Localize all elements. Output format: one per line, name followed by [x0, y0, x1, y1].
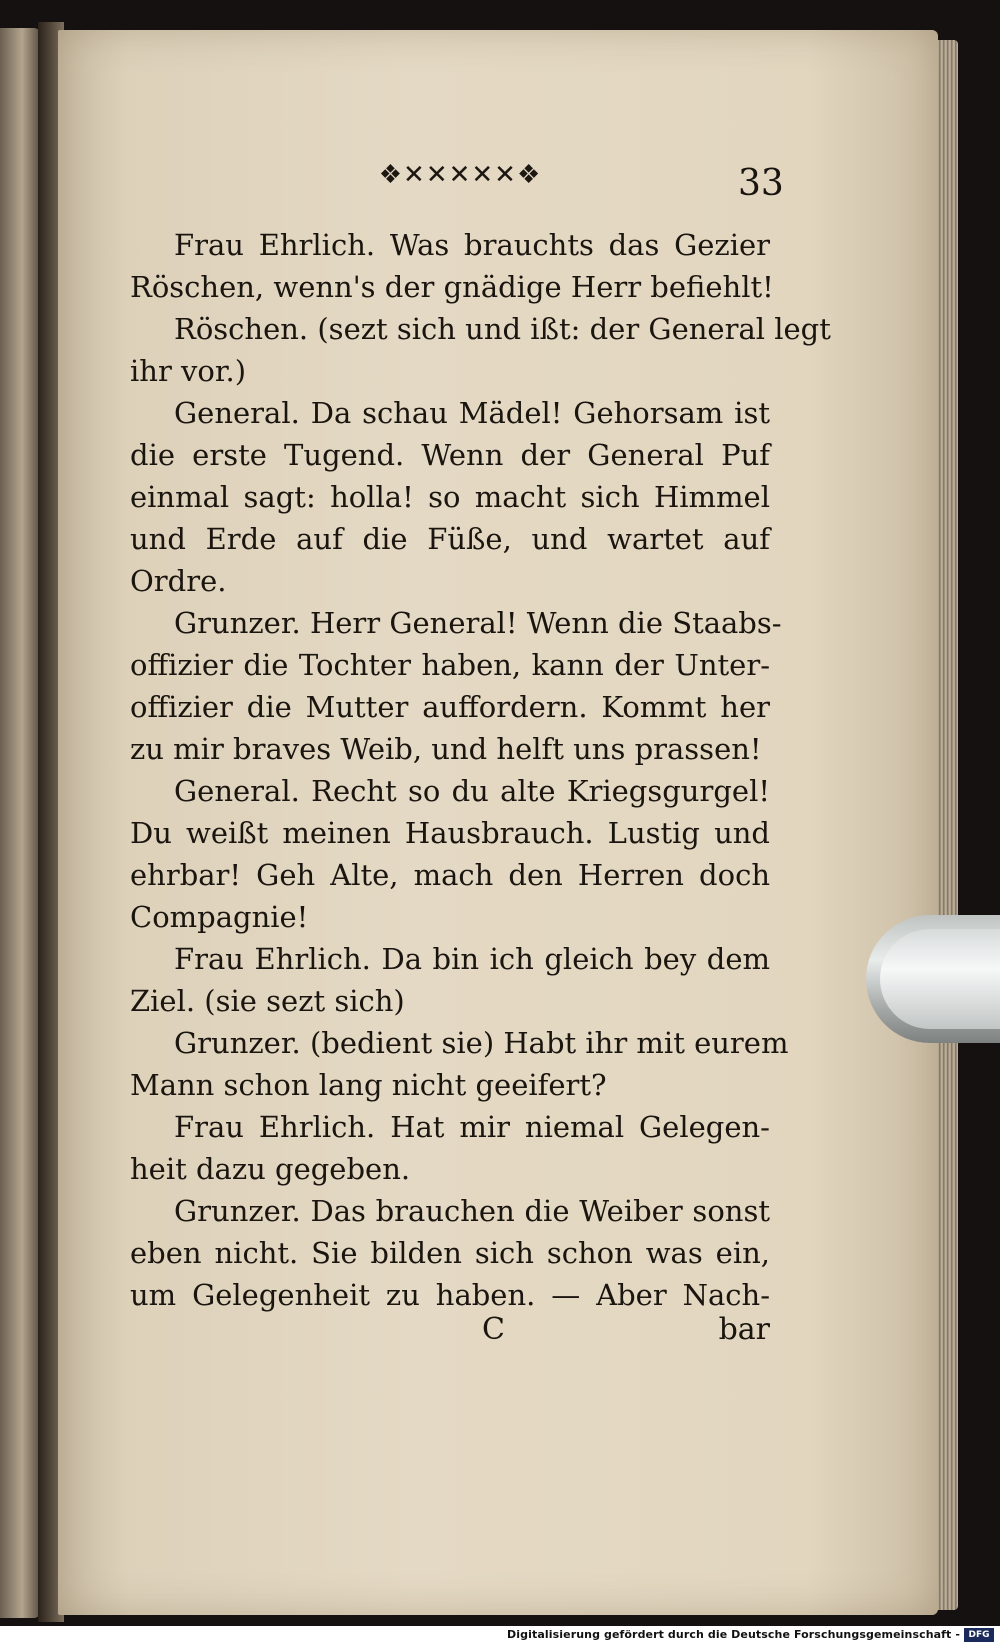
text-line: offizier die Mutter auffordern. Kommt her	[130, 690, 770, 724]
text-line: Frau Ehrlich. Da bin ich gleich bey dem	[174, 942, 770, 976]
text-line: Grunzer. Das brauchen die Weiber sonst	[174, 1194, 770, 1228]
text-line: Mann schon lang nicht geeifert?	[130, 1068, 607, 1102]
page-clip-icon	[866, 915, 1000, 1043]
text-line: Compagnie!	[130, 900, 309, 934]
text-line: Frau Ehrlich. Was brauchts das Gezier	[174, 228, 770, 262]
credit-bar	[0, 1626, 1000, 1644]
text-line: Frau Ehrlich. Hat mir niemal Gelegen-	[174, 1110, 770, 1144]
catchword: bar	[718, 1312, 770, 1347]
text-line: Grunzer. (bedient sie) Habt ihr mit eurem	[174, 1026, 789, 1060]
text-line: Du weißt meinen Hausbrauch. Lustig und	[130, 816, 770, 850]
text-line: zu mir braves Weib, und helft uns prassen!	[130, 732, 762, 766]
text-line: um Gelegenheit zu haben. — Aber Nach-	[130, 1278, 770, 1312]
signature-mark: C	[482, 1312, 505, 1347]
text-line: ehrbar! Geh Alte, mach den Herren doch	[130, 858, 770, 892]
page-footer	[130, 1312, 770, 1356]
page-stack-edge	[936, 40, 958, 1610]
clip-inner	[880, 929, 1000, 1029]
text-line: offizier die Tochter haben, kann der Unter-	[130, 648, 770, 682]
text-line: Ziel. (sie sezt sich)	[130, 984, 405, 1018]
facing-page-edge	[0, 28, 40, 1618]
dfg-logo-icon: DFG	[964, 1628, 994, 1642]
credit-text: Digitalisierung gefördert durch die Deutsche Forschungsgemeinschaft -	[507, 1628, 960, 1641]
text-line: die erste Tugend. Wenn der General Puf	[130, 438, 770, 472]
text-line: Grunzer. Herr General! Wenn die Staabs-	[174, 606, 782, 640]
text-line: Ordre.	[130, 564, 227, 598]
text-line: heit dazu gegeben.	[130, 1152, 411, 1186]
text-line: Röschen, wenn's der gnädige Herr befiehlt!	[130, 270, 774, 304]
text-line: General. Da schau Mädel! Gehorsam ist	[174, 396, 770, 430]
text-line: General. Recht so du alte Kriegsgurgel!	[174, 774, 770, 808]
text-line: eben nicht. Sie bilden sich schon was ein,	[130, 1236, 770, 1270]
header-ornament: ❖✕✕✕✕✕❖	[378, 160, 542, 190]
text-line: einmal sagt: holla! so macht sich Himmel	[130, 480, 770, 514]
text-line: Röschen. (sezt sich und ißt: der General legt	[174, 312, 831, 346]
page-text	[130, 224, 831, 1316]
text-line: und Erde auf die Füße, und wartet auf	[130, 522, 770, 556]
page-number: 33	[738, 163, 784, 204]
text-line: ihr vor.)	[130, 354, 247, 388]
